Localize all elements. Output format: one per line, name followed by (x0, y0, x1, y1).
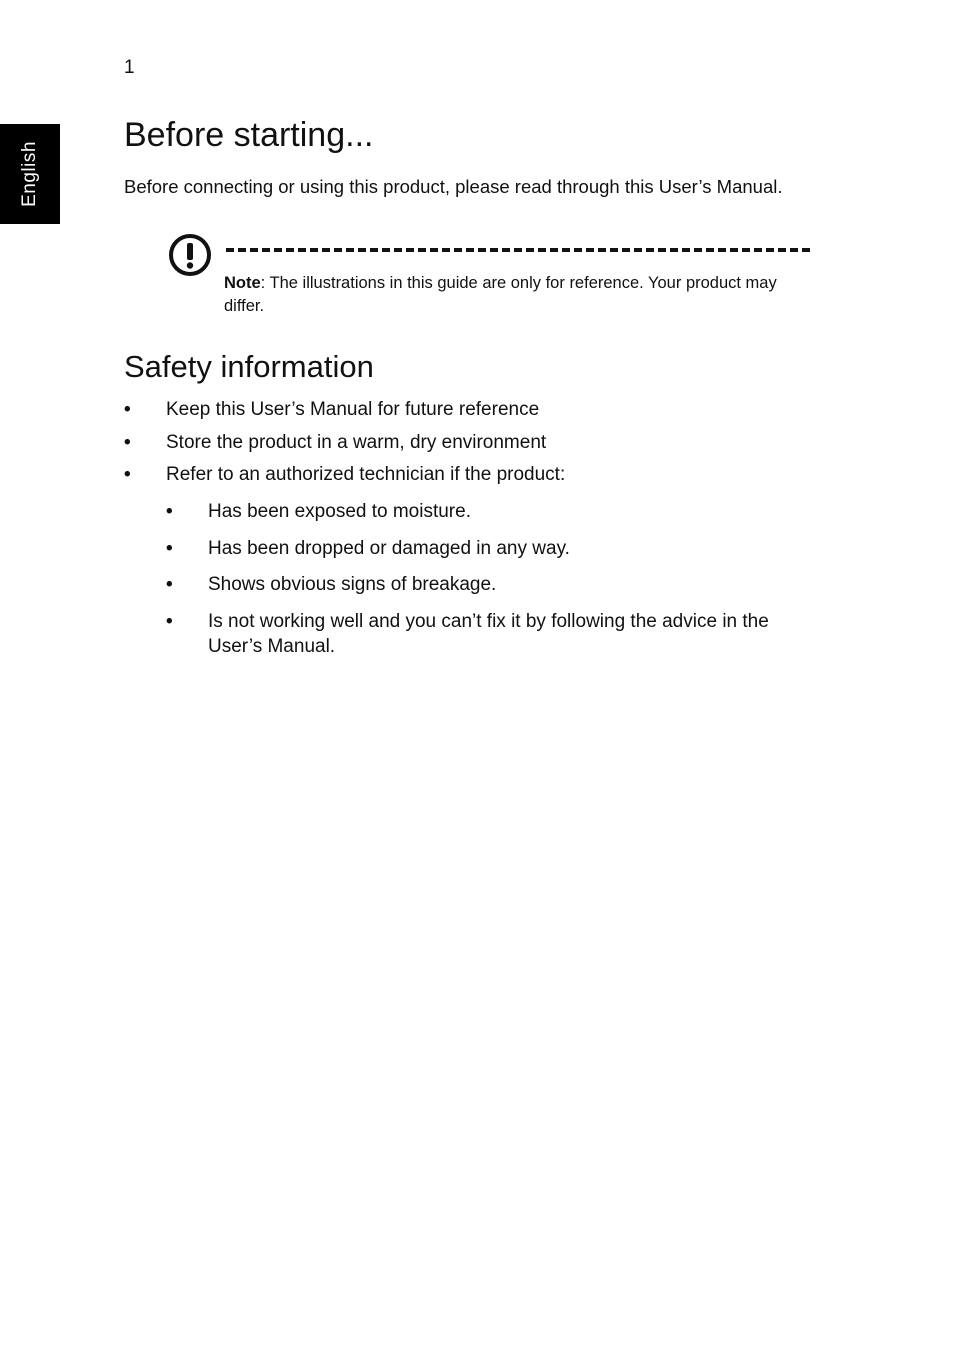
language-tab (0, 124, 60, 224)
sub-list-item-text: Is not working well and you can’t fix it by following the advice in the User’s Manual. (208, 611, 769, 657)
page-number: 1 (124, 57, 135, 78)
bullet-glyph: • (124, 464, 131, 485)
note-label: Note (224, 274, 261, 292)
bullet-glyph: • (166, 574, 173, 595)
sub-list-item-text: Has been exposed to moisture. (208, 501, 471, 522)
safety-heading: Safety information (124, 349, 374, 384)
list-item-text: Store the product in a warm, dry environment (166, 432, 547, 453)
bullet-glyph: • (166, 538, 173, 559)
note-body: : The illustrations in this guide are only for reference. Your product may differ. (224, 274, 777, 315)
bullet-glyph: • (166, 611, 173, 632)
language-tab-label: English (19, 141, 40, 207)
bullet-glyph: • (124, 432, 131, 453)
bullet-glyph: • (124, 399, 131, 420)
note-text (224, 272, 784, 318)
before-starting-heading: Before starting... (124, 116, 374, 154)
list-item-text: Keep this User’s Manual for future reference (166, 399, 540, 420)
list-item-text: Refer to an authorized technician if the product: (166, 464, 566, 485)
exclamation-circle-icon (168, 233, 212, 277)
note-divider (226, 248, 810, 252)
bullet-glyph: • (166, 501, 173, 522)
sub-list-item-text: Has been dropped or damaged in any way. (208, 538, 570, 559)
intro-paragraph: Before connecting or using this product, please read through this User’s Manual. (124, 176, 783, 197)
sub-list-item-text: Shows obvious signs of breakage. (208, 574, 497, 595)
